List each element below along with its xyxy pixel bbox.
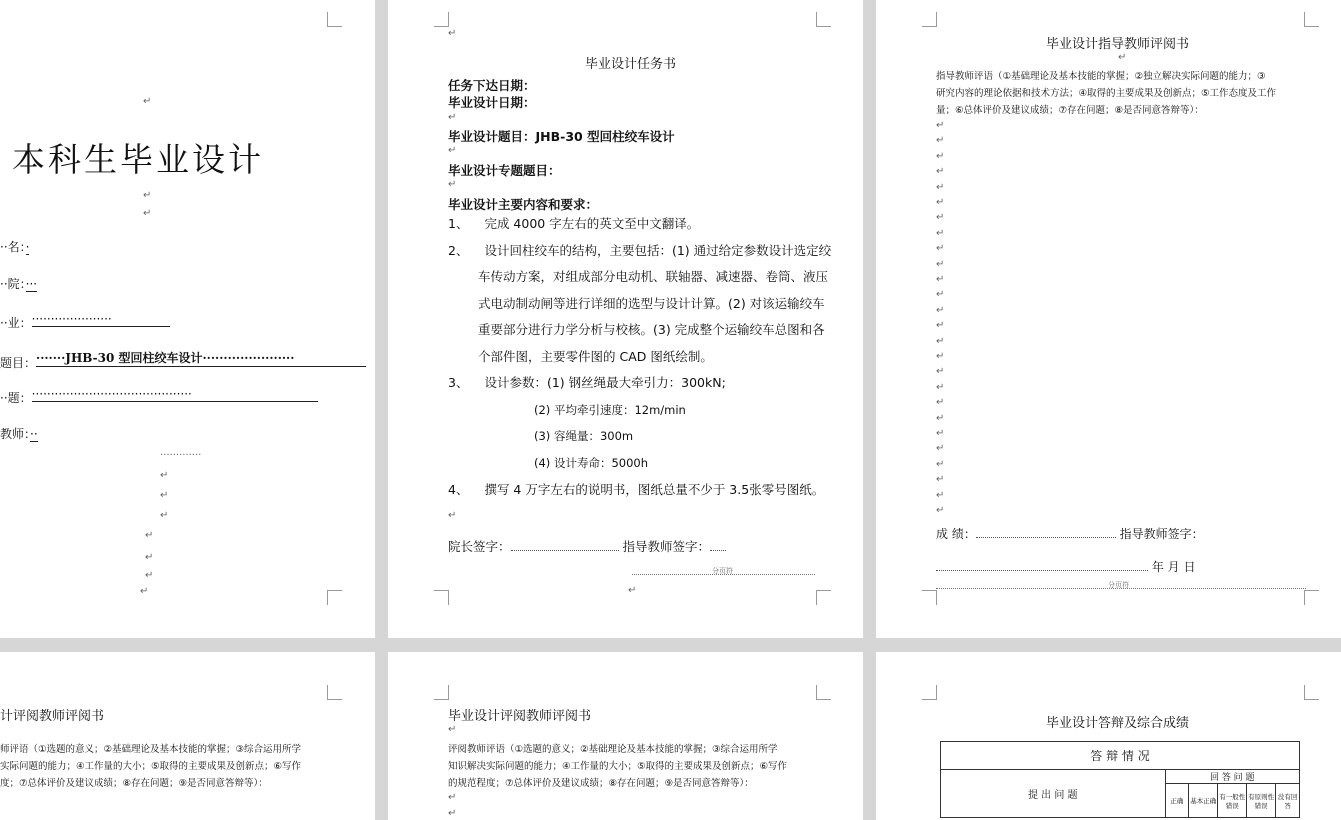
paragraph-mark: ↵ bbox=[448, 724, 457, 735]
comment-line: 研究内容的理论依据和技术方法；④取得的主要成果及创新点；⑤工作态度及工作 bbox=[936, 88, 1277, 99]
paragraph-mark: ↵ bbox=[448, 112, 457, 123]
issue-date-label: 任务下达日期： bbox=[448, 78, 536, 93]
paragraph-mark: ↵ bbox=[160, 470, 169, 481]
paragraph-mark: ↵ bbox=[936, 397, 945, 409]
item-line: 完成 4000 字左右的英文至中文翻译。 bbox=[484, 216, 700, 231]
paragraph-mark: ↵ bbox=[448, 145, 457, 156]
item-2-line: 式电动制动闸等进行详细的选型与设计计算。(2) 对该运输绞车 bbox=[478, 296, 825, 311]
paragraph-mark: ↵ bbox=[936, 505, 945, 516]
dean-sign bbox=[448, 537, 726, 555]
item-line: 设计参数：(1) 钢丝绳最大牵引力：300kN; bbox=[484, 375, 726, 390]
design-date-label: 毕业设计日期： bbox=[448, 95, 536, 110]
paragraph-mark: ↵ bbox=[145, 552, 154, 563]
answers-header: 回 答 问 题 bbox=[1165, 770, 1300, 784]
grade-blank bbox=[976, 537, 1116, 538]
paragraph-mark: ↵ bbox=[936, 166, 945, 178]
page-4 bbox=[0, 652, 375, 820]
paragraph-mark: ↵ bbox=[936, 443, 945, 455]
cover-field-advisor bbox=[0, 425, 38, 442]
item-line: 撰写 4 万字左右的说明书，图纸总量不少于 3.5张零号图纸。 bbox=[484, 482, 825, 497]
cover-field-major bbox=[0, 312, 170, 331]
crop-mark bbox=[922, 685, 937, 700]
crop-mark bbox=[1304, 685, 1319, 700]
comment-line: 的规范程度；⑦总体评价及建议成绩；⑧存在问题；⑨是否同意答辩等）： bbox=[448, 778, 754, 789]
page-3 bbox=[876, 0, 1341, 638]
paragraph-mark: ↵ bbox=[936, 304, 945, 316]
paragraph-mark: ↵ bbox=[936, 197, 945, 208]
paragraph-mark: ↵ bbox=[936, 366, 945, 378]
subtopic-label: 毕业设计专题题目： bbox=[448, 163, 561, 178]
cover-field-college bbox=[0, 275, 37, 292]
grade-row bbox=[936, 525, 1204, 542]
item-2-line: 重要部分进行力学分析与校核。(3) 完成整个运输绞车总图和各 bbox=[478, 322, 825, 337]
paragraph-mark: ↵ bbox=[936, 135, 945, 147]
paragraph-mark: ↵ bbox=[160, 490, 169, 501]
topic-label: 毕业设计题目：JHB-30 型回柱绞车设计 bbox=[448, 129, 675, 144]
paragraph-mark: ↵ bbox=[448, 179, 457, 190]
item-2-line: 个部件图，主要零件图的 CAD 图纸绘制。 bbox=[478, 349, 713, 364]
table-header: 答 辩 情 况 bbox=[941, 742, 1300, 770]
crop-mark bbox=[327, 590, 342, 605]
page-6 bbox=[876, 652, 1341, 820]
crop-mark bbox=[816, 685, 831, 700]
crop-mark bbox=[816, 590, 831, 605]
paragraph-mark: ↵ bbox=[145, 530, 154, 541]
paragraph-mark: ↵ bbox=[936, 474, 945, 486]
page-5 bbox=[388, 652, 863, 820]
item-number: 1、 bbox=[448, 216, 469, 231]
crop-mark bbox=[434, 12, 449, 27]
field-value: ·······JHB-30 型回柱绞车设计······················ bbox=[36, 349, 366, 367]
dean-sign-label: 院长签字： bbox=[448, 539, 511, 554]
paragraph-mark: ↵ bbox=[936, 258, 945, 270]
date-label: 年 月 日 bbox=[1151, 560, 1196, 574]
content-label: 毕业设计主要内容和要求： bbox=[448, 197, 599, 212]
paragraph-mark: ↵ bbox=[140, 586, 149, 597]
paragraph-mark: ↵ bbox=[160, 510, 169, 521]
paragraph-mark: ↵ bbox=[936, 289, 945, 301]
page-break-label: 分页符 bbox=[712, 567, 733, 575]
field-value: ··· bbox=[25, 277, 38, 291]
paragraph-mark: ↵ bbox=[936, 212, 945, 224]
answer-col: 有一般性错误 bbox=[1218, 784, 1247, 818]
field-label: ··业： bbox=[0, 316, 32, 330]
item-number: 2、 bbox=[448, 243, 469, 258]
comment-line: 指导教师评语（①基础理论及基本技能的掌握；②独立解决实际问题的能力；③ bbox=[936, 71, 1266, 82]
item-1 bbox=[448, 211, 699, 238]
paragraph-mark: ↵ bbox=[936, 489, 945, 501]
paragraph-mark: ↵ bbox=[936, 181, 945, 193]
field-label: 题目： bbox=[0, 356, 37, 370]
crop-mark bbox=[327, 685, 342, 700]
paragraph-mark: ↵ bbox=[448, 808, 457, 819]
comment-line: 度；⑦总体评价及建议成绩；⑧存在问题；⑨是否同意答辩等）： bbox=[0, 778, 268, 789]
paragraph-mark: ↵ bbox=[448, 792, 457, 803]
paragraph-mark: ↵ bbox=[936, 320, 945, 332]
field-value: · bbox=[25, 240, 30, 254]
paragraph-mark: ↵ bbox=[143, 96, 152, 107]
paragraph-mark: ↵ bbox=[448, 510, 457, 521]
crop-mark bbox=[327, 12, 342, 27]
item-2-line: 车传动方案，对组成部分电动机、联轴器、减速器、卷筒、液压 bbox=[478, 269, 829, 284]
page-title: 毕业设计评阅教师评阅书 bbox=[448, 709, 592, 724]
cover-title: 本科生毕业设计 bbox=[12, 140, 264, 179]
item-2 bbox=[448, 238, 831, 265]
paragraph-mark: ↵ bbox=[628, 585, 637, 596]
paragraph-mark: ↵ bbox=[145, 570, 154, 581]
grade-label: 成 绩： bbox=[936, 527, 976, 541]
comment-line: 实际问题的能力；④工作量的大小；⑤取得的主要成果及创新点；⑥写作 bbox=[0, 761, 302, 772]
paragraph-mark: ↵ bbox=[936, 243, 945, 255]
page-break bbox=[632, 566, 815, 575]
crop-mark bbox=[922, 590, 937, 605]
dean-sign-blank bbox=[511, 550, 619, 551]
crop-mark bbox=[1304, 12, 1319, 27]
comment-line: 知识解决实际问题的能力；④工作量的大小；⑤取得的主要成果及创新点；⑥写作 bbox=[448, 761, 788, 772]
item-3 bbox=[448, 370, 726, 397]
field-label: 教师： bbox=[0, 427, 31, 441]
field-label: ··题： bbox=[0, 391, 32, 405]
param-line: (3) 容绳量：300m bbox=[534, 429, 634, 443]
paragraph-mark: ↵ bbox=[936, 227, 945, 239]
field-value: ·· bbox=[30, 427, 38, 441]
field-label: ··名： bbox=[0, 240, 26, 254]
date-blank bbox=[936, 570, 1148, 571]
field-value: ····················· bbox=[32, 312, 170, 327]
param-line: (2) 平均牵引速度：12m/min bbox=[534, 403, 686, 417]
comment-line: 量；⑥总体评价及建议成绩；⑦存在问题；⑧是否同意答辩等）： bbox=[936, 105, 1204, 116]
page-title: 计评阅教师评阅书 bbox=[0, 709, 105, 724]
page-break-label: 分页符 bbox=[1108, 581, 1129, 589]
advisor-sign-label: 指导教师签字： bbox=[1119, 527, 1204, 541]
paragraph-mark: ↵ bbox=[936, 458, 945, 470]
paragraph-mark: ↵ bbox=[448, 28, 457, 39]
comment-line: 评阅教师评语（①选题的意义；②基础理论及基本技能的掌握；③综合运用所学 bbox=[448, 744, 778, 755]
crop-mark bbox=[434, 590, 449, 605]
answer-col: 有原则性错误 bbox=[1247, 784, 1276, 818]
page-2 bbox=[388, 0, 863, 638]
item-line: 设计回柱绞车的结构，主要包括：(1) 通过给定参数设计选定绞 bbox=[484, 243, 832, 258]
page-title: 毕业设计指导教师评阅书 bbox=[1046, 37, 1190, 52]
item-4 bbox=[448, 477, 824, 504]
advisor-sign-blank bbox=[710, 550, 726, 551]
field-label: ··院： bbox=[0, 277, 26, 291]
paragraph-mark: ↵ bbox=[143, 208, 152, 219]
answer-col: 基本正确 bbox=[1189, 784, 1218, 818]
paragraph-mark: ↵ bbox=[143, 190, 152, 201]
paragraph-mark: ↵ bbox=[936, 412, 945, 424]
answer-col: 没有回答 bbox=[1276, 784, 1300, 818]
paragraph-mark: ↵ bbox=[936, 120, 945, 131]
paragraph-mark: ↵ bbox=[936, 351, 945, 362]
comment-line: 师评语（①选题的意义；②基础理论及基本技能的掌握；③综合运用所学 bbox=[0, 744, 302, 755]
crop-mark bbox=[816, 12, 831, 27]
crop-mark bbox=[434, 685, 449, 700]
page-1 bbox=[0, 0, 375, 638]
page-title: 毕业设计答辩及综合成绩 bbox=[1046, 716, 1190, 731]
paragraph-mark: ↵ bbox=[936, 335, 945, 347]
paragraph-mark: ↵ bbox=[936, 428, 945, 439]
field-value: ·········································· bbox=[32, 387, 318, 402]
advisor-sign-label: 指导教师签字： bbox=[622, 539, 711, 554]
defense-table bbox=[940, 741, 1300, 818]
crop-mark bbox=[922, 12, 937, 27]
paragraph-mark: ↵ bbox=[936, 274, 945, 285]
paragraph-mark: ↵ bbox=[1118, 52, 1127, 63]
item-number: 3、 bbox=[448, 375, 469, 390]
paragraph-mark: ↵ bbox=[936, 381, 945, 393]
dots-line: ············· bbox=[160, 450, 202, 461]
crop-mark bbox=[1304, 590, 1319, 605]
cover-field-subtopic bbox=[0, 387, 318, 406]
item-number: 4、 bbox=[448, 482, 469, 497]
cover-field-topic bbox=[0, 349, 366, 371]
paragraph-mark: ↵ bbox=[936, 150, 945, 162]
cover-field-name bbox=[0, 238, 29, 255]
questions-header: 提 出 问 题 bbox=[941, 770, 1166, 818]
page-title: 毕业设计任务书 bbox=[585, 57, 677, 72]
date-row bbox=[936, 558, 1195, 575]
param-line: (4) 设计寿命：5000h bbox=[534, 456, 648, 470]
answer-col: 正确 bbox=[1165, 784, 1189, 818]
page-break bbox=[936, 580, 1306, 589]
